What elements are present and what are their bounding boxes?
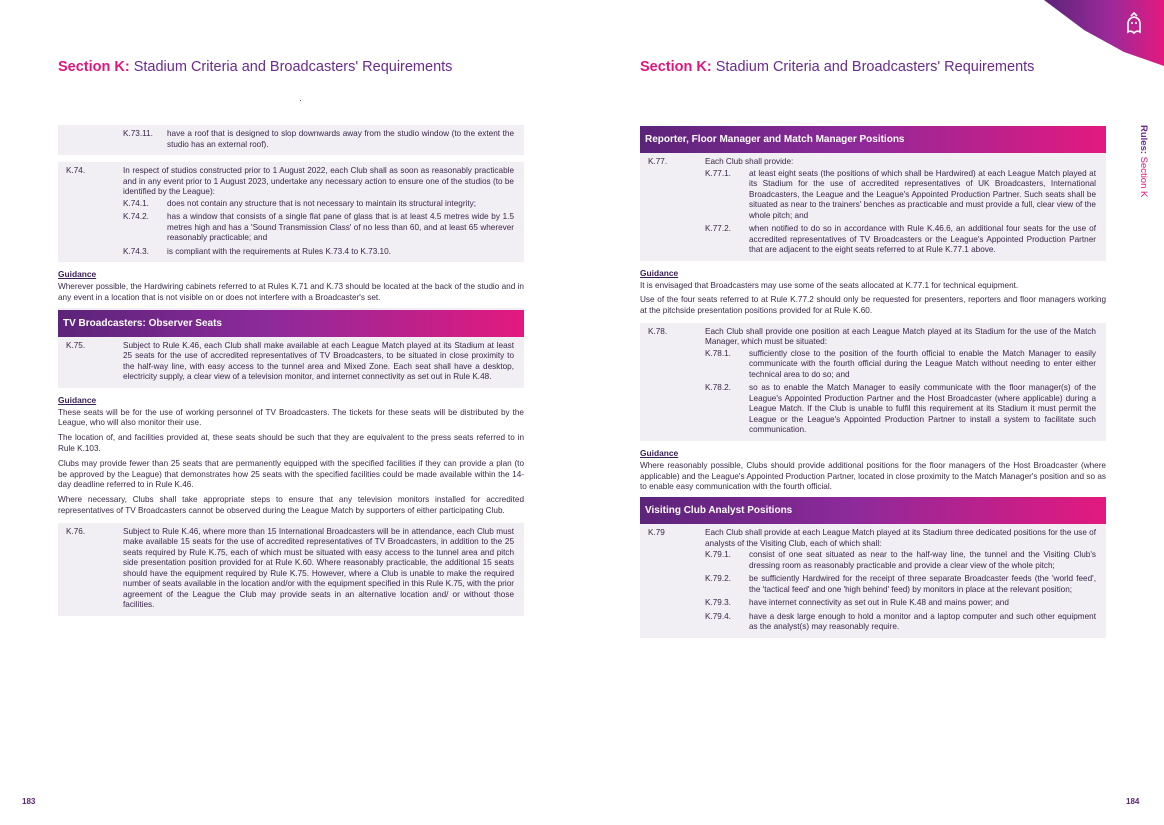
rule-k77-2 bbox=[648, 224, 1096, 256]
page-number: 183 bbox=[22, 797, 36, 806]
sub-rule-text: so as to enable the Match Manager to easily communicate with the floor manager(s) of the League's Appointed Production Partner and the Host Broadcaster (where applicable) during a League Match. If the Club is unable to fulfil this requirement at its Stadium it must permit the League or the League's Appointed Production Partner to install a system to facilitate such communication. bbox=[749, 383, 1096, 435]
rule-box-k77 bbox=[640, 153, 1106, 261]
rule-box-k76 bbox=[58, 523, 524, 616]
rule-number: K.76. bbox=[66, 526, 86, 536]
rule-k77-1 bbox=[648, 169, 1096, 222]
right-column bbox=[640, 126, 1106, 645]
rule-k74-1 bbox=[66, 199, 514, 210]
rule-text: Each Club shall provide: bbox=[705, 157, 794, 166]
side-tab bbox=[1128, 125, 1162, 245]
rule-k78-1 bbox=[648, 349, 1096, 381]
rule-k73-11 bbox=[66, 129, 514, 150]
rule-k74-2 bbox=[66, 212, 514, 244]
rule-box-k74 bbox=[58, 162, 524, 262]
section-title bbox=[58, 59, 452, 75]
sub-rule-number: K.74.1. bbox=[123, 198, 149, 208]
sub-rule-number: K.79.1. bbox=[705, 550, 731, 560]
right-page bbox=[582, 0, 1164, 825]
heading-bar-tv-broadcasters: TV Broadcasters: Observer Seats bbox=[58, 310, 524, 337]
sub-rule-number: K.77.2. bbox=[705, 224, 731, 233]
guidance-heading: Guidance bbox=[58, 269, 97, 279]
rule-text: In respect of studios constructed prior to 1 August 2022, each Club shall as soon as reasonably practicable and in any event prior to 1 August 2023, undertake any necessary action to ensure one of the studios (to be identified by the League): bbox=[123, 166, 514, 196]
rule-k78-2 bbox=[648, 383, 1096, 436]
rule-text: Subject to Rule K.46, each Club shall make available at each League Match played at its Stadium at least 25 seats for the use of accredited representatives of TV Broadcasters, to be situated in close proximity to the half-way line, with easy access to the tunnel area and Mixed Zone. Each seat shall have a desktop, electricity supply, a clear view of a television monitor, and internet connectivity as set out in Rule K.48. bbox=[123, 340, 514, 382]
sub-rule-text: does not contain any structure that is not necessary to maintain its structural integrity; bbox=[167, 198, 477, 208]
section-title-rest: Stadium Criteria and Broadcasters' Requirements bbox=[129, 59, 453, 75]
sub-rule-text: be sufficiently Hardwired for the receipt of three separate Broadcaster feeds (the 'world feed', the 'tactical feed' and one 'high behind' feed) by monitors in place at the relevant position; bbox=[749, 574, 1096, 594]
rule-k74-3 bbox=[66, 247, 514, 258]
sub-rule-number: K.79.4. bbox=[705, 611, 731, 621]
rule-k75 bbox=[66, 341, 514, 383]
rule-text: Each Club shall provide at each League Match played at its Stadium three dedicated positions for the use of analysts of the Visiting Club, each of which shall: bbox=[705, 528, 1096, 548]
rule-k78 bbox=[648, 327, 1096, 348]
sub-rule-text: have a desk large enough to hold a monitor and a laptop computer and such other equipment as the analyst(s) may reasonably require. bbox=[749, 611, 1096, 632]
guidance-paragraph: Use of the four seats referred to at Rule K.77.2 should only be requested for presenters, reporters and floor managers working at the pitchside presentation positions provided for at Rule K.60. bbox=[640, 295, 1106, 316]
side-tab-bold: Rules: bbox=[1138, 125, 1149, 155]
rule-k79-2 bbox=[648, 574, 1096, 595]
sub-rule-number: K.79.3. bbox=[705, 598, 731, 608]
rule-box-k75 bbox=[58, 337, 524, 388]
guidance-paragraph: It is envisaged that Broadcasters may use some of the seats allocated at K.77.1 for technical equipment. bbox=[640, 280, 1019, 290]
sub-rule-number: K.74.2. bbox=[123, 212, 149, 221]
rule-k79-3 bbox=[648, 598, 1096, 609]
rule-number: K.73.11. bbox=[123, 129, 153, 138]
sub-rule-number: K.78.1. bbox=[705, 348, 731, 358]
sub-rule-text: has a window that consists of a single flat pane of glass that is at least 4.5 metres wide by 1.5 metres high and has a 'Sound Transmission Class' of no less than 60, and at least 65 wherever reasonably practicable; and bbox=[167, 212, 514, 242]
section-title bbox=[640, 59, 1034, 75]
left-column bbox=[58, 125, 524, 623]
sub-rule-text: when notified to do so in accordance with Rule K.46.6, an additional four seats for the use of accredited representatives of TV Broadcasters or the League's Appointed Production Partner that are adjacent to the eight seats referred to at Rule K.77.1 above. bbox=[749, 224, 1096, 254]
sub-rule-number: K.79.2. bbox=[705, 574, 731, 584]
rule-text: Subject to Rule K.46, where more than 15 International Broadcasters will be in attendance, each Club must make available 15 seats for the use of accredited representatives of TV Broadcasters, in addition to the 25 seats required by Rule K.75, each of which must be situated with easy access to the tunnel area and pitch side presentation position provided for at Rule K.60. Where reasonably practicable, the additional 15 seats should have the equipment required by Rule K.75. However, where a Club is unable to make the required number of seats available in the location and/or with the equipment specified in this Rule K.75, with the prior agreement of the League the Club may provide seats in an alternative location and/ or without those facilities. bbox=[123, 526, 514, 610]
rule-text: have a roof that is designed to slop downwards away from the studio window (to the extent the studio has an external roof). bbox=[167, 129, 514, 149]
sub-rule-number: K.74.3. bbox=[123, 246, 149, 256]
stray-dot bbox=[300, 100, 301, 101]
side-tab-rest: Section K bbox=[1138, 154, 1149, 198]
rule-k77 bbox=[648, 157, 1096, 168]
rule-number: K.77. bbox=[648, 157, 668, 166]
sub-rule-text: at least eight seats (the positions of which shall be Hardwired) at each League Match played at its Stadium for the use of accredited representatives of UK Broadcasters, International Broadcasters, the League and the League's Appointed Production Partner. Such seats shall be situated as near to the trainers' benches as practicable and must provide a full, clear view of the whole pitch; and bbox=[749, 168, 1096, 220]
rule-k79 bbox=[648, 528, 1096, 549]
rule-number: K.78. bbox=[648, 326, 668, 336]
rule-box-k73-11 bbox=[58, 125, 524, 155]
guidance-heading: Guidance bbox=[58, 394, 97, 405]
rule-text: Each Club shall provide one position at each League Match played at its Stadium for the use of the Match Manager, which must be situated: bbox=[705, 326, 1096, 347]
rule-k79-1 bbox=[648, 550, 1096, 571]
rule-number: K.75. bbox=[66, 340, 86, 350]
section-title-bold: Section K: bbox=[640, 59, 712, 75]
guidance-heading: Guidance bbox=[640, 267, 679, 278]
sub-rule-text: sufficiently close to the position of the fourth official to enable the Match Manager to easily communicate with the fourth official during the League Match without needing to enter either technical area to do so; and bbox=[749, 348, 1096, 379]
guidance-paragraph: Wherever possible, the Hardwiring cabinets referred to at Rules K.71 and K.73 should be located at the back of the studio and in any event in a location that is not visible on or does not interfere with a Broadcaster's set. bbox=[58, 282, 524, 302]
guidance-paragraph: Where reasonably possible, Clubs should provide additional positions for the floor managers of the Host Broadcaster (where applicable) and the League's Appointed Production Partner, located in close proximity to the Match Manager's position and so as to enable easy communication with the fourth official. bbox=[640, 460, 1106, 492]
rule-number: K.74. bbox=[66, 166, 86, 175]
rule-box-k78 bbox=[640, 323, 1106, 441]
side-tab-text bbox=[1138, 125, 1149, 197]
sub-rule-text: consist of one seat situated as near to the half-way line, the tunnel and the Visiting Club's dressing room as reasonably practicable and provide a clear view of the whole pitch; bbox=[749, 550, 1096, 570]
sub-rule-text: is compliant with the requirements at Rules K.73.4 to K.73.10. bbox=[167, 246, 391, 256]
section-title-bold: Section K: bbox=[58, 59, 130, 75]
page-number: 184 bbox=[1126, 797, 1140, 806]
section-title-rest: Stadium Criteria and Broadcasters' Requirements bbox=[711, 59, 1035, 75]
rule-k74 bbox=[66, 166, 514, 198]
guidance-paragraph: Where necessary, Clubs shall take appropriate steps to ensure that any television monitors installed for accredited representatives of TV Broadcasters cannot be observed during the League Match by supporters of either participating Club. bbox=[58, 495, 524, 515]
guidance-paragraph: These seats will be for the use of working personnel of TV Broadcasters. The tickets for these seats will be distributed by the League, who will also monitor their use. bbox=[58, 407, 524, 428]
heading-bar-visiting-club: Visiting Club Analyst Positions bbox=[640, 497, 1106, 524]
sub-rule-text: have internet connectivity as set out in Rule K.48 and mains power; and bbox=[749, 598, 1009, 608]
guidance-paragraph: Clubs may provide fewer than 25 seats that are permanently equipped with the specified facilities if they can provide a plan (to be approved by the League) that demonstrates how 25 seats with the specified facilities could be made available within the 14-day deadline referred to in Rule K.46. bbox=[58, 458, 524, 490]
rule-k79-4 bbox=[648, 612, 1096, 633]
lion-icon bbox=[1122, 12, 1146, 36]
rule-number: K.79 bbox=[648, 528, 665, 538]
rule-k76 bbox=[66, 527, 514, 611]
heading-bar-reporter-positions: Reporter, Floor Manager and Match Manager Positions bbox=[640, 126, 1106, 153]
guidance-paragraph: The location of, and facilities provided at, these seats should be such that they are equivalent to the press seats referred to in Rule K.103. bbox=[58, 433, 524, 453]
sub-rule-number: K.77.1. bbox=[705, 168, 731, 178]
sub-rule-number: K.78.2. bbox=[705, 383, 731, 393]
rule-box-k79 bbox=[640, 524, 1106, 638]
guidance-heading: Guidance bbox=[640, 447, 679, 458]
